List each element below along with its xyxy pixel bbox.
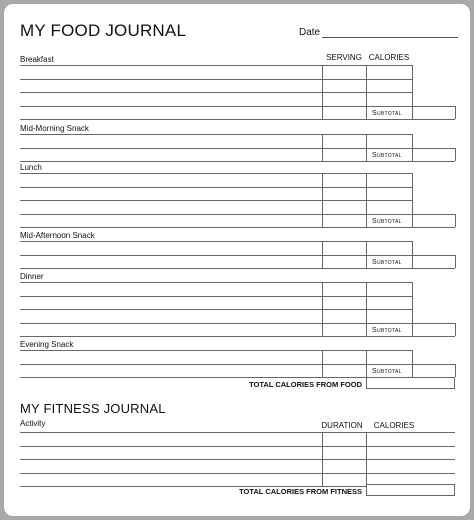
- total-fitness-label: TOTAL CALORIES FROM FITNESS: [239, 487, 362, 496]
- column-divider: [412, 241, 413, 268]
- serving-header: SERVING: [326, 53, 362, 62]
- column-divider: [412, 350, 413, 377]
- column-divider: [366, 350, 367, 377]
- entry-row-line[interactable]: [20, 296, 412, 297]
- column-divider: [455, 255, 456, 269]
- date-field[interactable]: [322, 37, 458, 38]
- entry-row-line[interactable]: [20, 227, 455, 228]
- entry-row-line[interactable]: [20, 282, 412, 283]
- activity-row-line[interactable]: [20, 432, 455, 433]
- column-divider: [366, 65, 367, 119]
- entry-row-line[interactable]: [20, 148, 455, 149]
- activity-row-line[interactable]: [20, 473, 455, 474]
- entry-row-line[interactable]: [20, 79, 412, 80]
- section-label: Lunch: [20, 163, 42, 172]
- column-divider: [366, 173, 367, 227]
- subtotal-label: Subtotal: [372, 258, 402, 266]
- subtotal-label: Subtotal: [372, 151, 402, 159]
- column-divider: [322, 350, 323, 377]
- duration-header: DURATION: [321, 421, 363, 430]
- entry-row-line[interactable]: [20, 200, 412, 201]
- column-divider: [366, 282, 367, 336]
- column-divider: [412, 65, 413, 119]
- calories-header: CALORIES: [368, 53, 410, 62]
- subtotal-label: Subtotal: [372, 109, 402, 117]
- entry-row-line[interactable]: [20, 336, 455, 337]
- entry-row-line[interactable]: [20, 187, 412, 188]
- column-divider: [412, 282, 413, 336]
- column-divider: [322, 282, 323, 336]
- column-divider: [412, 173, 413, 227]
- section-label: Dinner: [20, 272, 44, 281]
- entry-row-line[interactable]: [20, 106, 455, 107]
- total-food-field[interactable]: [366, 377, 455, 389]
- column-divider: [322, 134, 323, 161]
- column-divider: [322, 432, 323, 486]
- date-label: Date: [299, 27, 321, 38]
- activity-row-line[interactable]: [20, 446, 455, 447]
- column-divider: [412, 134, 413, 161]
- column-divider: [455, 364, 456, 378]
- activity-label: Activity: [20, 419, 46, 428]
- column-divider: [455, 106, 456, 120]
- activity-row-line[interactable]: [20, 459, 455, 460]
- entry-row-line[interactable]: [20, 173, 412, 174]
- entry-row-line[interactable]: [20, 119, 455, 120]
- entry-row-line[interactable]: [20, 134, 412, 135]
- entry-row-line[interactable]: [20, 241, 412, 242]
- entry-row-line[interactable]: [20, 65, 412, 66]
- column-divider: [455, 323, 456, 337]
- section-label: Mid-Morning Snack: [20, 124, 89, 133]
- subtotal-label: Subtotal: [372, 367, 402, 375]
- column-divider: [322, 65, 323, 119]
- total-food-label: TOTAL CALORIES FROM FOOD: [249, 380, 362, 389]
- entry-row-line[interactable]: [20, 255, 455, 256]
- fitness-calories-header: CALORIES: [373, 421, 415, 430]
- column-divider: [366, 241, 367, 268]
- column-divider: [455, 214, 456, 228]
- entry-row-line[interactable]: [20, 309, 412, 310]
- fitness-journal-title: MY FITNESS JOURNAL: [20, 401, 166, 416]
- column-divider: [322, 173, 323, 227]
- section-label: Evening Snack: [20, 340, 74, 349]
- section-label: Breakfast: [20, 55, 54, 64]
- column-divider: [322, 241, 323, 268]
- entry-row-line[interactable]: [20, 214, 455, 215]
- entry-row-line[interactable]: [20, 268, 455, 269]
- subtotal-label: Subtotal: [372, 217, 402, 225]
- column-divider: [366, 432, 367, 486]
- food-journal-title: MY FOOD JOURNAL: [20, 21, 187, 40]
- entry-row-line[interactable]: [20, 350, 412, 351]
- total-fitness-field[interactable]: [366, 484, 455, 496]
- column-divider: [366, 134, 367, 161]
- entry-row-line[interactable]: [20, 364, 455, 365]
- entry-row-line[interactable]: [20, 92, 412, 93]
- section-label: Mid-Afternoon Snack: [20, 231, 95, 240]
- entry-row-line[interactable]: [20, 323, 455, 324]
- subtotal-label: Subtotal: [372, 326, 402, 334]
- entry-row-line[interactable]: [20, 161, 455, 162]
- journal-sheet: [4, 4, 470, 516]
- column-divider: [455, 148, 456, 162]
